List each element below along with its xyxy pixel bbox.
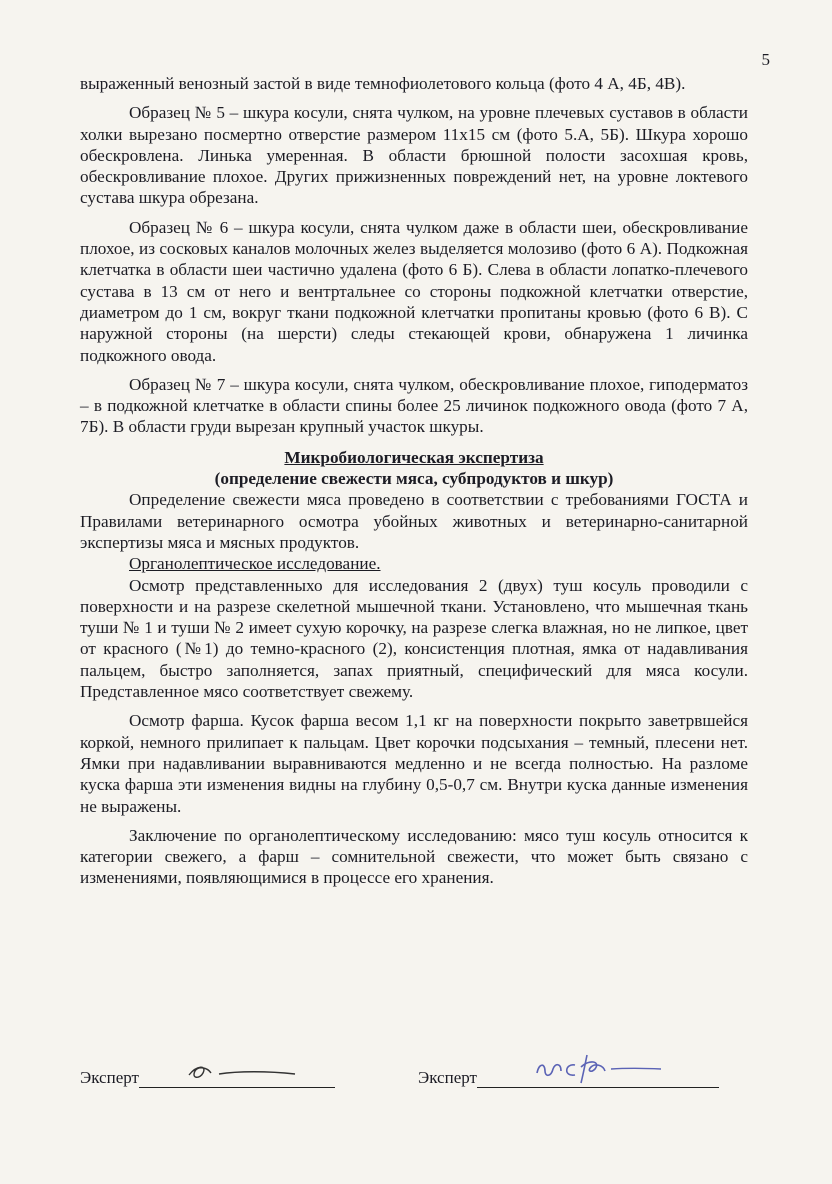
organoleptic-heading-line (80, 553, 748, 574)
document-body (80, 73, 748, 889)
paragraph-conclusion: Заключение по органолептическому исследованию: мясо туш косуль относится к категории свежего, а фарш – сомнительной свежести, что может быть связано с изменениями, появляющимися в процессе его хранения. (80, 825, 748, 888)
expert-label-left: Эксперт (80, 1068, 139, 1087)
signature-line-left (139, 1069, 335, 1088)
section-title: Микробиологическая экспертиза (284, 447, 544, 467)
signature-left (80, 1068, 335, 1088)
section-subtitle: (определение свежести мяса, субпродуктов и шкур) (214, 469, 614, 489)
signature-right (418, 1068, 719, 1088)
paragraph-sample-7: Образец № 7 – шкура косули, снята чулком, обескровливание плохое, гиподерматоз – в подкожной клетчатке в области спины более 25 личинок подкожного овода (фото 7 А, 7Б). В области груди вырезан крупный участок шкуры. (80, 374, 748, 437)
page-number: 5 (761, 50, 770, 69)
signature-block (80, 1068, 740, 1108)
handwritten-signature-left (183, 1061, 303, 1085)
expert-label-right: Эксперт (418, 1068, 477, 1087)
paragraph-sample-5: Образец № 5 – шкура косули, снята чулком, на уровне плечевых суставов в области холки вырезано посмертно отверстие размером 11х15 см (фото 5.А, 5Б). Шкура хорошо обескровлена. Линька умеренная. В области брюшной полости засохшая кровь, обескровливание плохое. Других прижизненных повреждений нет, на уровне локтевого сустава шкура обрезана. (80, 103, 748, 208)
organoleptic-heading: Органолептическое исследование. (129, 554, 381, 574)
paragraph-venous-stasis: выраженный венозный застой в виде темнофиолетового кольца (фото 4 А, 4Б, 4В). (80, 74, 686, 93)
paragraph-mince-inspection: Осмотр фарша. Кусок фарша весом 1,1 кг на поверхности покрыто заветрвшейся коркой, немного прилипает к пальцам. Цвет корочки подсыхания – темный, плесени нет. Ямки при надавливании выравниваются медленно и не всегда полностью. На разломе куска фарша эти изменения видны на глубину 0,5-0,7 см. Внутри куска данные изменения не выражены. (80, 711, 748, 816)
paragraph-carcass-inspection: Осмотр представленныхо для исследования 2 (двух) туш косуль проводили с поверхности и на разрезе скелетной мышечной ткани. Установлено, что мышечная ткань туши № 1 и туши № 2 имеет сухую корочку, на разрезе слегка влажная, но не липкое, цвет от красного (№1) до темно-красного (2), консистенция плотная, ямка от надавливания пальцем, быстро заполняется, запах приятный, специфический для мяса косули. Представленное мясо соответствует свежему. (80, 575, 748, 702)
handwritten-signature-right (531, 1051, 691, 1085)
paragraph-freshness-method: Определение свежести мяса проведено в соответствии с требованиями ГОСТА и Правилами ветеринарного осмотра убойных животных и ветеринарно-санитарной экспертизы мяса и мясных продуктов. (80, 490, 748, 552)
paragraph-sample-6: Образец № 6 – шкура косули, снята чулком даже в области шеи, обескровливание плохое, из сосковых каналов молочных желез выделяется молозиво (фото 6 А). Подкожная клетчатка в области шеи частично удалена (фото 6 Б). Слева в области лопатко-плечевого сустава в 13 см от него и вентртальнее со стороны подкожной клетчатки отверстие, диаметром до 1 см, вокруг ткани подкожной клетчатки пропитаны кровью (фото 6 В). С наружной стороны (на шерсти) следы стекающей крови, обнаружена 1 личинка подкожного овода. (80, 217, 748, 365)
signature-line-right (477, 1069, 719, 1088)
